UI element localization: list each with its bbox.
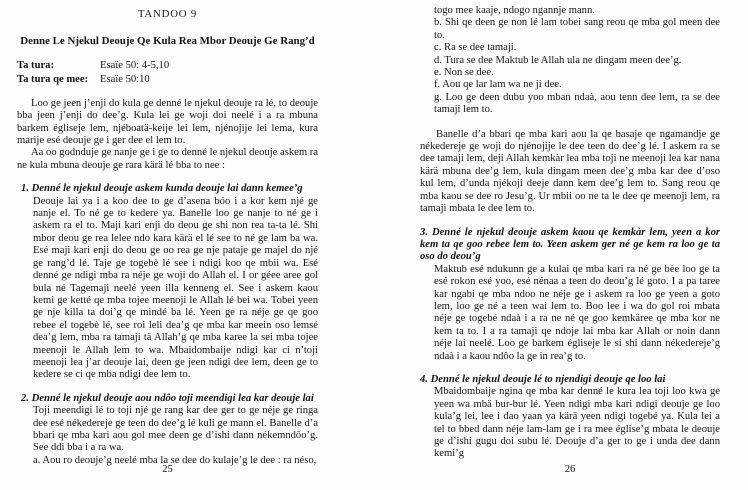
list-item: g. Loo ge deen dubu yoo mban ndaà, aou tenn dee lem, ra se dee tamaji lem to. — [434, 91, 720, 116]
reference-row — [17, 73, 318, 87]
section-heading: 1. Denné le njekul deouje askem kunda deouje lai dann kemee’g — [21, 183, 303, 195]
section-body: Mbaidombaije ngina qe mba kar denné le kura lea toji loo kwa ge yeen wa mbä bur-bur lé. Yeen ndigi mba kari ndigi deouje ge loo kula’g lei, lee i dao yaan ya kärä yeen ndigi togebé ya. Kula lei a tel to bbed dann néje lam-lam ge i ra mee église’g mbata le deouje ge d’ishi gugu doi subu lé. Deouje d’a ger to ge i unda dee dann kemi’g — [434, 386, 720, 460]
list-item: a. Aou ro deouje’g neelé mba la se dee do kulaje’g le dee : ra néso, — [33, 454, 317, 466]
body-paragraph: Banelle d’a bbari qe mba kari aou la qe basaje qe ngamandje ge nékedereje ge woji do njénojije le dee teen do dee’g lé. I askem ra se dee tamaji lem, deji Allah kemkàr lea mba toji ne meenoji lea kar nana kärä mbuna dee’g lem, kula dingam meen dee’g mba kar dee d’oso kul lem, d’unda njékoji deeje dann kem dee’g lem to. Sang reou qe mba kaou se dee ro Jesu’g. Ur mbii oo ne ta le dee qe meenoji lem, ra tamaji mbata le dee lem to. — [420, 128, 720, 215]
reference-value: Esaïe 50: 4-5,10 — [100, 59, 170, 71]
reference-row — [17, 59, 318, 73]
reference-label: Ta tura qe mee: — [17, 73, 89, 85]
section-heading: 4. Denné le njekul deouje lé to njendigi deouje qe loo lai — [420, 373, 666, 385]
section-4 — [420, 374, 720, 461]
section-3 — [420, 227, 720, 363]
intro-paragraph: Loo ge jeen j’enji do kula ge denné le njekul deouje ra lé, to deouje bba jeen j’enji do dee’g. Kula lei ge woji doi neelé i a ra mbuna barkem égliseje lem, njéboatä-keije lei lem, njénojije lei lema, kura marije esé deouje ge i ger dee el lem to. — [17, 97, 318, 147]
page-number: 26 — [564, 464, 576, 475]
page-left — [17, 0, 318, 490]
list-item: c. Ra se dee tamaji. — [434, 42, 517, 54]
list-item: f. Aou qe lar lam wa ne ji dee. — [434, 79, 562, 91]
section-body: Maktub esé ndukunn ge a kulai qe mba kari ra né ge bèe loo ge ta esé rokon esé yoo, esé nénaa a teen do deou’g lé goto. I a pa taree kar ngabi qe mba ndoo ne néje ge i askem ra loo ge yeen a goto lem, loo ge né a teen wai lem to. Boo lee i wa do gol roi mbata néje ge togebé ndaà i a ra ne né qe goo kemkäree qe mba kor ne kem ta to. I a ra tamaji qe ndoje lai mba kar Allah or noin dann néje lai neelé. Loo ge barkem égliseje le si shi dann nékedereje’g ndaà i a kaou ndôo la ge in rea’g to. — [434, 263, 720, 362]
intro-paragraph: Aa oo godnduje ge nanje ge i ge to denné le njekul deouje askem ra ne kula mbuna deouje ge rara kärä lé bba to nee : — [17, 147, 318, 171]
chapter-header: TANDOO 9 — [137, 8, 198, 20]
lettered-list — [434, 17, 720, 116]
section-heading: 2. Denné le njekul deouje aou ndôo toji meendigi lea kar deouje lai — [21, 392, 314, 404]
list-item: e. Non se dee. — [434, 67, 494, 79]
list-item: d. Tura se dee Maktub le Allah ula ne dingam meen dee’g. — [434, 54, 682, 66]
lesson-title: Denne Le Njekul Deouje Qe Kula Rea Mbor Deouje Ge Rang’d — [20, 35, 315, 48]
section-body: Toji meendigi lé to toji njé ge rang kar dee ger to ge néje ge ringa dee esé nékedereje ge teen do dee’g lé kuli ge mann el. Banelle d’a bbari qe mba kari aou gol mee deen ge d’ishi dann nékemndôo’g. See ddi bba i a ra wa. — [33, 405, 318, 454]
scripture-references — [17, 59, 318, 87]
page-right — [420, 0, 720, 490]
section-2 — [21, 393, 318, 467]
section-heading: 3. Denné le njekul deouje askem kaou qe kemkàr lem, yeen a kor kem ta qe goo rebee lem to. Yeen askem ger né ge kem ra loo ge ta oso do deou’g — [420, 226, 720, 263]
reference-value: Esaïe 50:10 — [100, 73, 150, 85]
reference-label: Ta tura: — [17, 59, 54, 71]
list-item: b. Shi qe deen ge non lé lam tobei sang reou qe mba gol meen dee to. — [434, 17, 720, 41]
page-number: 25 — [162, 464, 173, 475]
continuation-line: togo mee kaaje, ndogo ngannje mann. — [434, 5, 595, 16]
section-body: Deouje lai ya i a koo dee to ge d’asena bóo i a kor kem njé ge nanje el. To né ge to kedere ya. Banelle loo ge nanje to né ge i askem ra el to. Maji kari enji do deou ge shi non rea ta-ta lé. Shi mbor deou ge rea lelee ndo kara kärä el lé see to né ge lam ba wa. Esé maji kari enji do deou ge oo rea ge nje pataje ge majel do njé ge rang’d lé. Taje ge togebè lé see i ndigi koo qe mbii wa. Esé denné ge ndigi mba ra néje ge woji do Allah el. I or géee aree gol bula né Tagemaji neelé yeen illa kenneng el. See i askem kaou kemi ge ketté qe mba tojee meenoji le Allah lé bei wa. Tobei yeen ge nje killa ta doi’g qe mindé ba lé. Yeen ge ra néje ge qe goo rebee el togebè lé, see roi leli dea’g qe mba kar meein oso lemsé dea’g lem, mba ra tamaji tä Allah’g qe mba karee la sei mba tojee meenoji le Allah lem to wa. Mbaidombaije ndigi kar ci n’toji meenoji lea j’ar deouje lai, deen ge jeen ndigi dee lem, deen ge to kedere se ci qe mba ndigi dee lem to. — [33, 195, 318, 381]
section-1 — [21, 183, 318, 382]
